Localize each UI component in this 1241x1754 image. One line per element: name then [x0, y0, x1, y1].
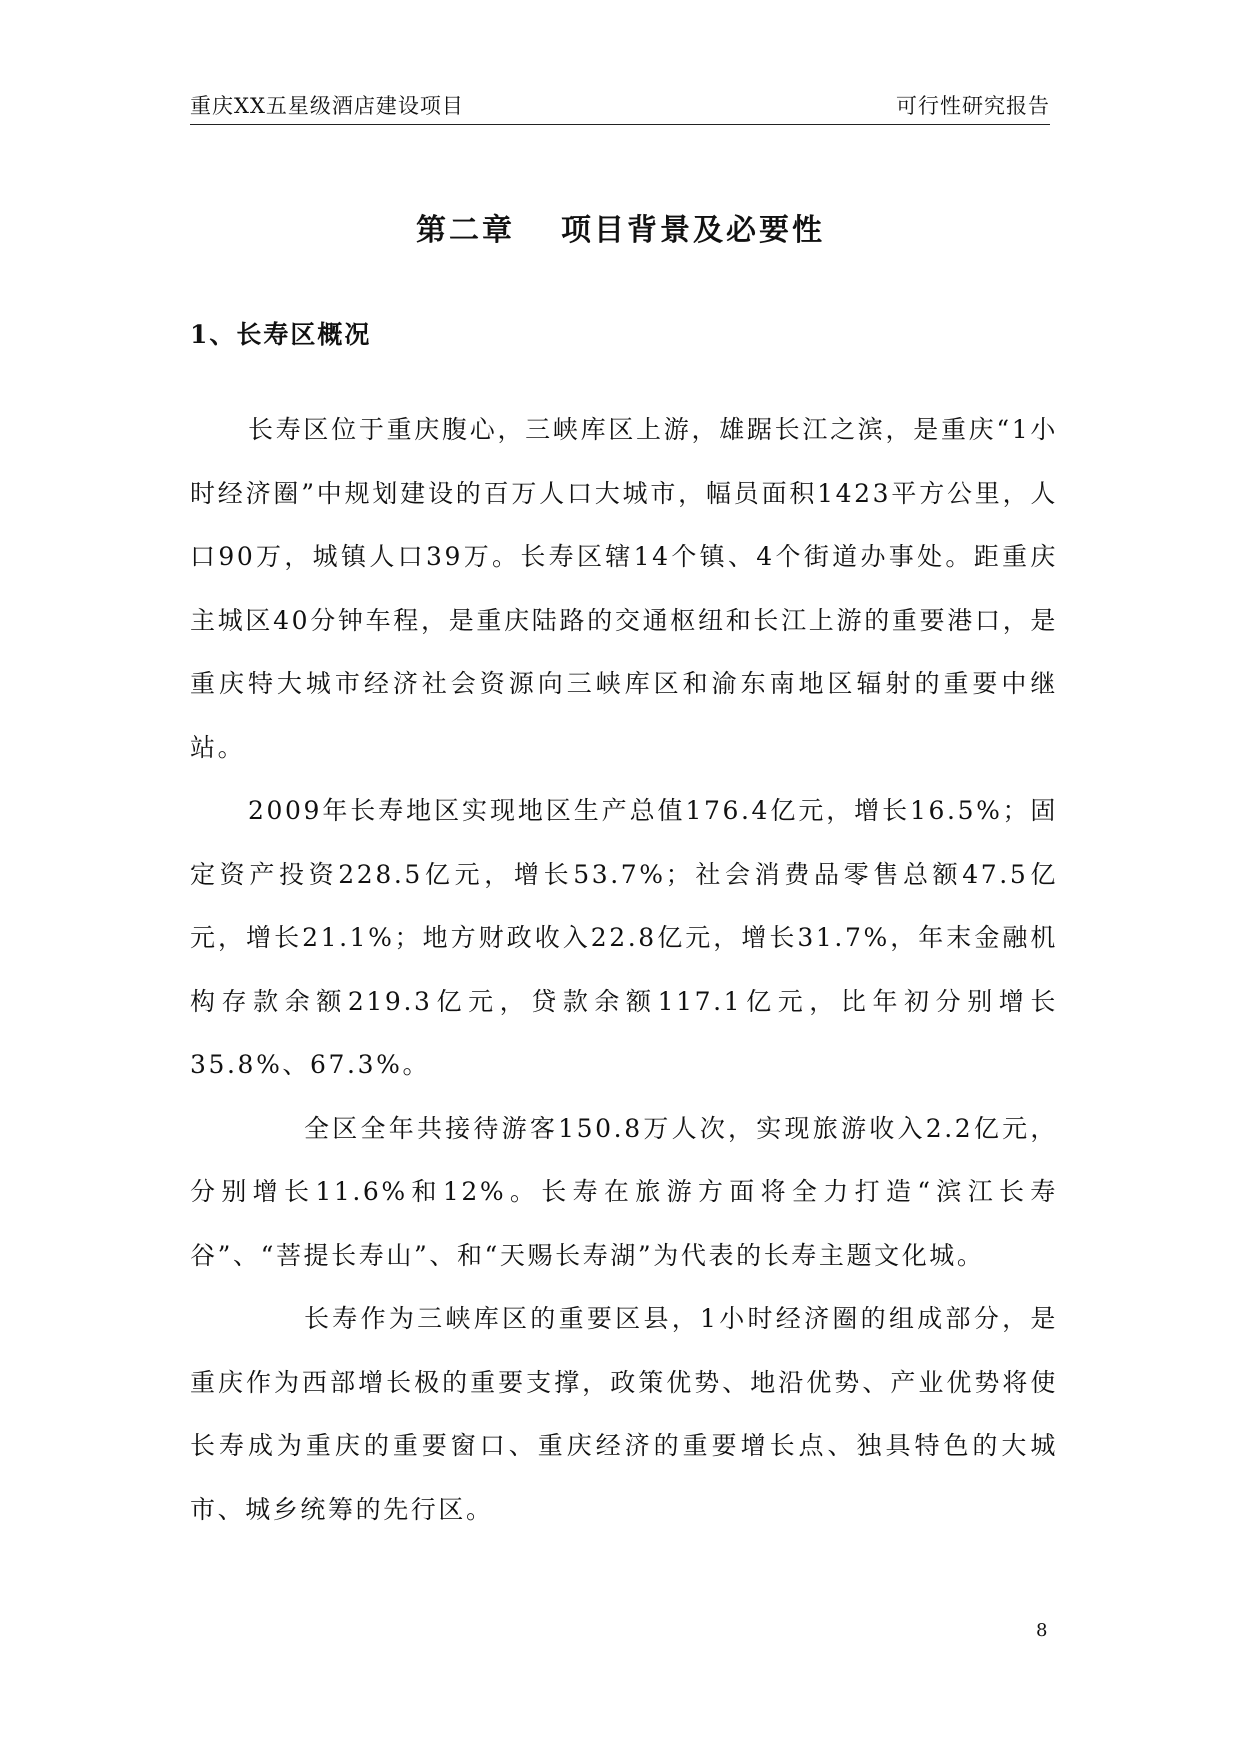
- chapter-title: [0, 205, 1241, 249]
- header-report-type: 可行性研究报告: [896, 94, 1050, 118]
- chapter-number: 第二章: [416, 213, 515, 248]
- chapter-name: 项目背景及必要性: [561, 213, 825, 248]
- header-project-title: 重庆XX五星级酒店建设项目: [190, 94, 464, 118]
- paragraph-overview: 长寿区位于重庆腹心，三峡库区上游，雄踞长江之滨，是重庆“1小时经济圈”中规划建设的百万人口大城市，幅员面积1423平方公里，人口90万，城镇人口39万。长寿区辖14个镇、4个街道办事处。距重庆主城区40分钟车程，是重庆陆路的交通枢纽和长江上游的重要港口，是重庆特大城市经济社会资源向三峡库区和渝东南地区辐射的重要中继站。: [190, 415, 1058, 762]
- header-divider: [190, 124, 1050, 125]
- body-text: [190, 398, 1058, 1541]
- paragraph-role: 长寿作为三峡库区的重要区县，1小时经济圈的组成部分，是重庆作为西部增长极的重要支撑，政策优势、地沿优势、产业优势将使长寿成为重庆的重要窗口、重庆经济的重要增长点、独具特色的大城市、城乡统筹的先行区。: [190, 1304, 1058, 1524]
- section-heading: 1、长寿区概况: [190, 320, 372, 349]
- page-header: [190, 80, 1050, 120]
- page-number: 8: [1036, 1620, 1048, 1641]
- paragraph-economy: 2009年长寿地区实现地区生产总值176.4亿元，增长16.5%；固定资产投资228.5亿元，增长53.7%；社会消费品零售总额47.5亿元，增长21.1%；地方财政收入22.8亿元，增长31.7%，年末金融机构存款余额219.3亿元，贷款余额117.1亿元，比年初分别增长35.8%、67.3%。: [190, 796, 1058, 1079]
- paragraph-tourism: 全区全年共接待游客150.8万人次，实现旅游收入2.2亿元，分别增长11.6%和12%。长寿在旅游方面将全力打造“滨江长寿谷”、“菩提长寿山”、和“天赐长寿湖”为代表的长寿主题文化城。: [190, 1113, 1058, 1270]
